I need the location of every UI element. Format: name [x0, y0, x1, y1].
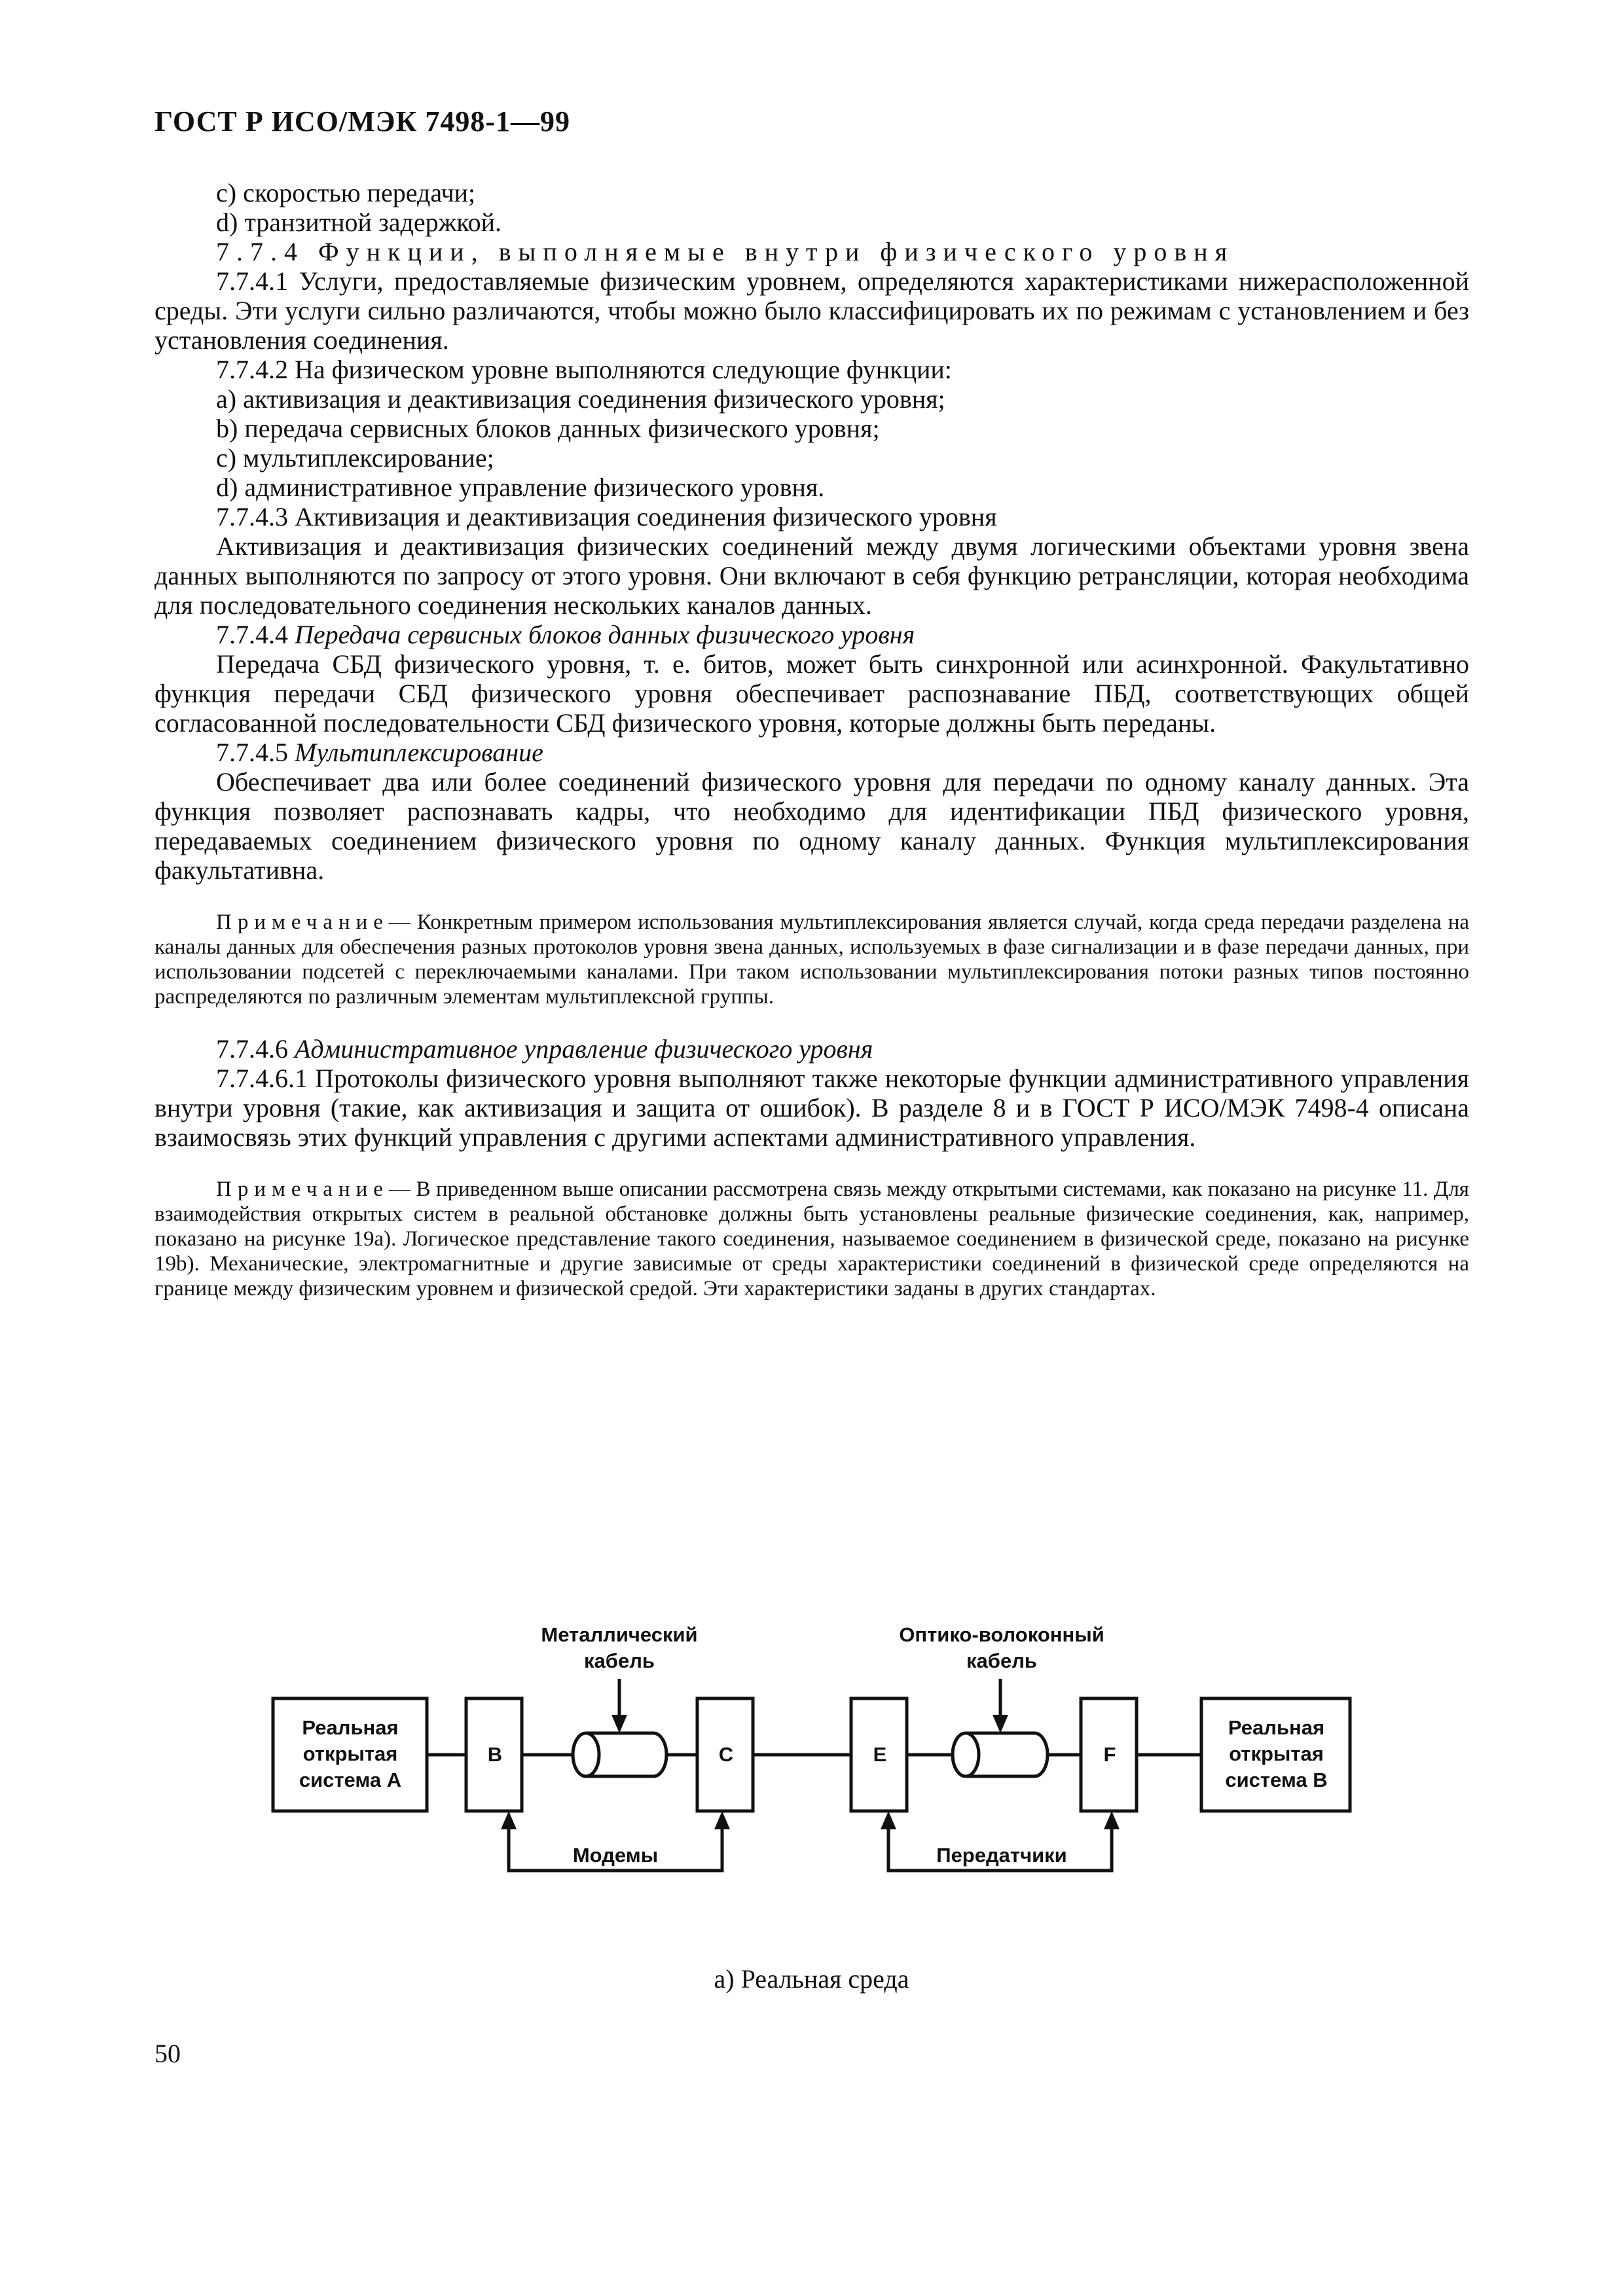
box-f-label: F: [1103, 1743, 1116, 1766]
heading-title: Передача сервисных блоков данных физического уровня: [295, 620, 915, 649]
paragraph-multiplexing: Обеспечивает два или более соединений физического уровня для передачи по одному каналу данных. Эта функция позволяет распознавать кадры, что необходимо для идентификации ПБД физического уровня, передаваемых соединением физического уровня по одному каналу данных. Функция мультиплексирования факультативна.: [155, 767, 1469, 885]
diagram-lines: [0, 1597, 1623, 1911]
heading-number: 7.7.4.5: [216, 738, 295, 767]
note-physical-media: [155, 1177, 1469, 1301]
note-lead: Примечание: [216, 1177, 389, 1201]
heading-number: 7.7.4.4: [216, 620, 295, 649]
metallic-cable-icon: [573, 1733, 666, 1776]
list-item-d-delay: d) транзитной задержкой.: [216, 207, 502, 237]
note-text: — Конкретным примером использования мультиплексирования является случай, когда среда передачи разделена на каналы данных для обеспечения разных протоколов уровня звена данных, используемых в фазе сигнализации и в фазе передачи данных, при использовании подсетей с переключаемыми каналами. При таком использовании мультиплексирования потоки разных типов постоянно распределяются по различным элементам мультиплексной группы.: [155, 910, 1469, 1009]
paragraph-7-7-4-2: 7.7.4.2 На физическом уровне выполняются следующие функции:: [216, 355, 952, 384]
transmitters-label: Передатчики: [923, 1842, 1080, 1869]
box-b-label: B: [487, 1743, 503, 1766]
paragraph-7-7-4-6-1: 7.7.4.6.1 Протоколы физического уровня выполняют также некоторые функции административного управления внутри уровня (такие, как активизация и защита от ошибок). В разделе 8 и в ГОСТ Р ИСО/МЭК 7498-4 описана взаимосвязь этих функций управления с другими аспектами административного управления.: [155, 1064, 1469, 1152]
section-heading-7-7-4: 7.7.4 Функции, выполняемые внутри физического уровня: [216, 237, 1235, 266]
figure-real-medium: [0, 1597, 1623, 1911]
optical-cable-icon: [953, 1733, 1048, 1776]
list-item-d-management: d) административное управление физического уровня.: [216, 473, 825, 502]
system-b-label: Реальная открытая система В: [1225, 1716, 1328, 1791]
page-number: 50: [155, 2039, 181, 2068]
note-multiplexing: [155, 910, 1469, 1009]
heading-7-7-4-4: [155, 620, 1469, 649]
heading-7-7-4-3: 7.7.4.3 Активизация и деактивизация соединения физического уровня: [216, 502, 997, 531]
heading-title: Мультиплексирование: [295, 738, 543, 767]
metallic-cable-label: Металлический кабель: [541, 1623, 698, 1672]
system-a-label: Реальная открытая система А: [299, 1716, 402, 1791]
optical-cable-label: Оптико-волоконный кабель: [899, 1623, 1104, 1672]
figure-caption: а) Реальная среда: [714, 1964, 909, 1994]
body-text: [155, 178, 1469, 1326]
list-item-a-activation: a) активизация и деактивизация соединения физического уровня;: [216, 384, 945, 414]
note-lead: Примечание: [216, 910, 389, 934]
list-item-b-transfer: b) передача сервисных блоков данных физического уровня;: [216, 414, 880, 443]
note-text: — В приведенном выше описании рассмотрена связь между открытыми системами, как показано на рисунке 11. Для взаимодействия открытых систем в реальной обстановке должны быть установлены реальные физические соединения, как, например, показано на рисунке 19а). Логическое представление такого соединения, называемое соединением в физической среде, показано на рисунке 19b). Механические, электромагнитные и другие зависимые от среды характеристики соединений в физической среде определяются на границе между физическим уровнем и физической средой. Эти характеристики заданы в других стандартах.: [155, 1177, 1469, 1300]
box-c-label: C: [718, 1743, 734, 1766]
heading-title: Административное управление физического уровня: [295, 1034, 873, 1064]
list-item-c-multiplexing: c) мультиплексирование;: [216, 443, 494, 473]
heading-number: 7.7.4.6: [216, 1034, 295, 1064]
paragraph-7-7-4-1: 7.7.4.1 Услуги, предоставляемые физическим уровнем, определяются характеристиками нижерасположенной среды. Эти услуги сильно различаются, чтобы можно было классифицировать их по режимам с установлением и без установления соединения.: [155, 266, 1469, 355]
modems-label: Модемы: [550, 1842, 681, 1869]
heading-7-7-4-5: [155, 738, 1469, 767]
page-header: ГОСТ Р ИСО/МЭК 7498-1—99: [155, 105, 571, 137]
heading-7-7-4-6: [155, 1034, 1469, 1064]
box-e-label: E: [873, 1743, 887, 1766]
paragraph-transfer: Передача СБД физического уровня, т. е. битов, может быть синхронной или асинхронной. Факультативно функция передачи СБД физического уровня обеспечивает распознавание ПБД, соответствующих общей согласованной последовательности СБД физического уровня, которые должны быть переданы.: [155, 649, 1469, 738]
list-item-c-speed: c) скоростью передачи;: [216, 178, 476, 207]
paragraph-activation: Активизация и деактивизация физических соединений между двумя логическими объектами уровня звена данных выполняются по запросу от этого уровня. Они включают в себя функцию ретрансляции, которая необходима для последовательного соединения нескольких каналов данных.: [155, 531, 1469, 620]
